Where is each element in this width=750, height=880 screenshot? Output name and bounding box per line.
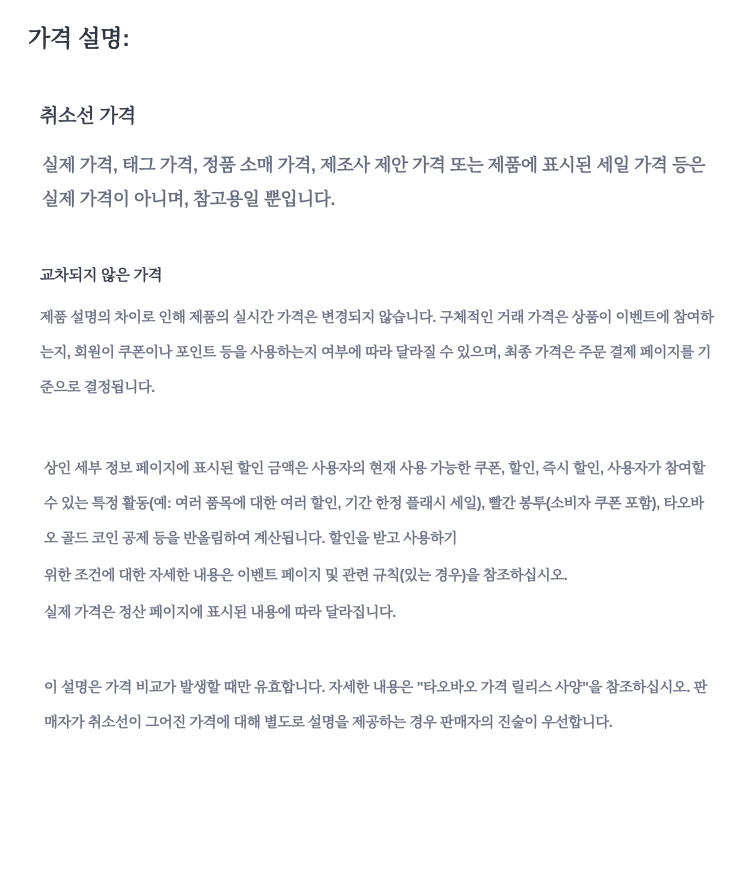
page-title: 가격 설명:: [28, 25, 130, 51]
section-lead-strikethrough-price: 실제 가격, 태그 가격, 정품 소매 가격, 제조사 제안 가격 또는 제품에 표시된 세일 가격 등은 실제 가격이 아니며, 참고용일 뿐입니다.: [42, 155, 706, 210]
section-heading-non-crossed-price: 교차되지 않은 가격: [40, 267, 163, 285]
paragraph-realtime-price: 제품 설명의 차이로 인해 제품의 실시간 가격은 변경되지 않습니다. 구체적인 거래 가격은 상품이 이벤트에 참여하는지, 회원이 쿠폰이나 포인트 등을 사용하는지 여부에 따라 달라질 수 있으며, 최종 가격은 주문 결제 페이지를 기준으로 결정됩니다.: [40, 310, 714, 397]
paragraph-price-comparison-validity: 이 설명은 가격 비교가 발생할 때만 유효합니다. 자세한 내용은 "타오바오 가격 릴리스 사양"을 참조하십시오. 판매자가 취소선이 그어진 가격에 대해 별도로 설명을 제공하는 경우 판매자의 진술이 우선합니다.: [44, 680, 708, 732]
section-heading-strikethrough-price: 취소선 가격: [40, 106, 136, 127]
paragraph-discount-calculation: 상인 세부 정보 페이지에 표시된 할인 금액은 사용자의 현재 사용 가능한 쿠폰, 할인, 즉시 할인, 사용자가 참여할 수 있는 특정 활동(예: 여러 품목에 대한 여러 할인, 기간 한정 플래시 세일), 빨간 봉투(소비자 쿠폰 포함), 타오바오 골드 코인 공제 등을 반올림하여 계산됩니다. 할인을 받고 사용하기: [44, 461, 706, 548]
paragraph-discount-conditions: 위한 조건에 대한 자세한 내용은 이벤트 페이지 및 관련 규칙(있는 경우)을 참조하십시오.: [44, 568, 568, 585]
section-non-crossed-price: [14, 216, 736, 741]
paragraph-settlement-page: 실제 가격은 정산 페이지에 표시된 내용에 따라 달라집니다.: [44, 605, 397, 622]
section-strikethrough-price: [14, 53, 736, 216]
